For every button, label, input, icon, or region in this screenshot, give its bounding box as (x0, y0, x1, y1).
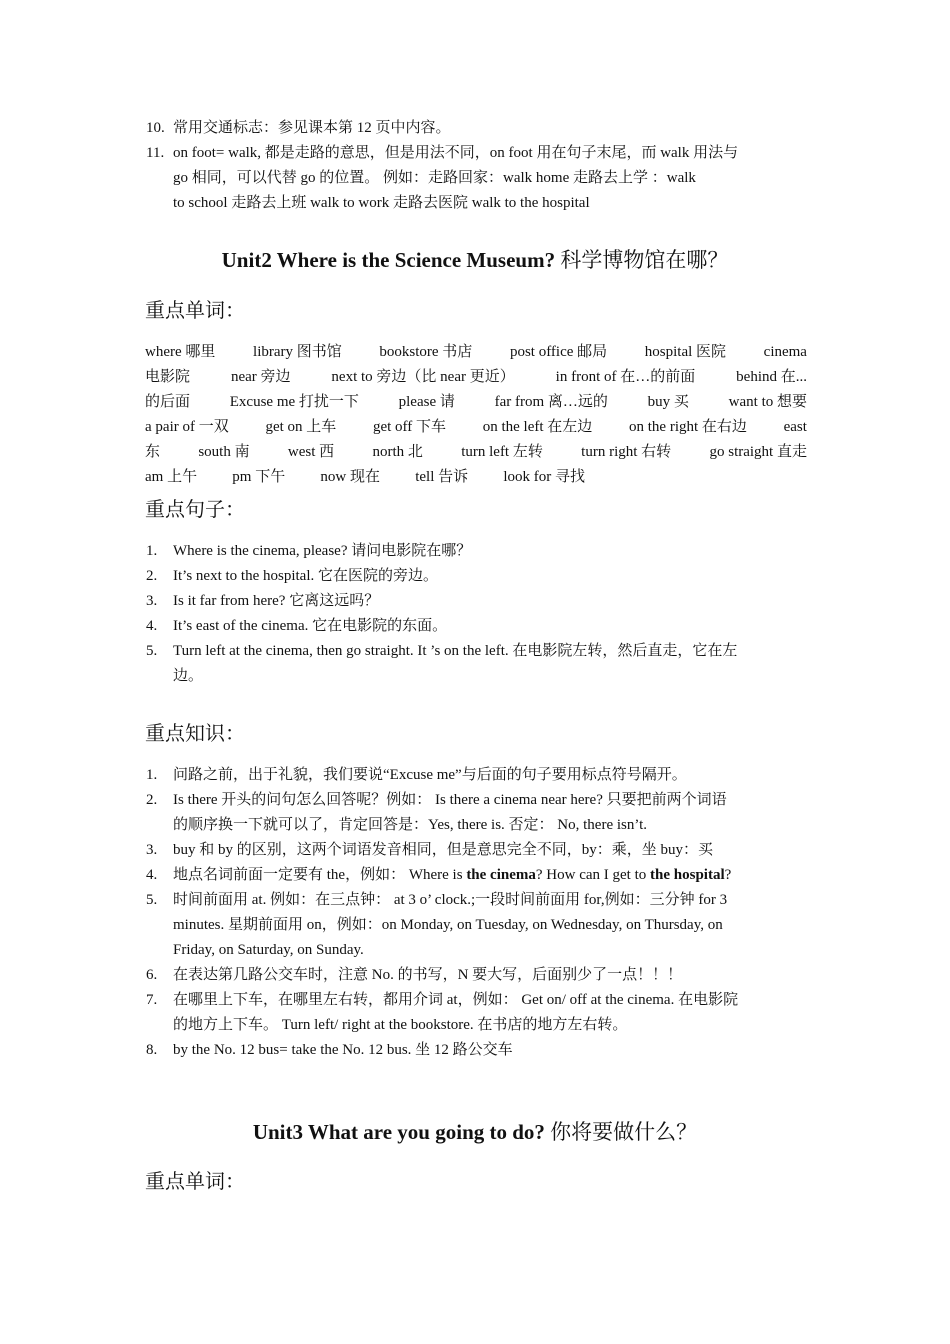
item-text: 在哪里上下车，在哪里左右转，都用介词 at，例如： Get on/ off at the cinema. 在电影院 (173, 992, 739, 1008)
item-text: minutes. 星期前面用 on，例如：on Monday, on Tuesday, on Wednesday, on Thursday, on (173, 917, 723, 933)
item-number: 3. (146, 593, 158, 609)
vocab-word: please 请 (398, 394, 455, 410)
item-text: 常用交通标志：参见课本第 12 页中内容。 (173, 120, 451, 136)
item-text: 问路之前，出于礼貌，我们要说“Excuse me”与后面的句子要用标点符号隔开。 (173, 767, 687, 783)
item-text: 边。 (173, 668, 204, 684)
item-number: 5. (146, 643, 158, 659)
vocab-word: bookstore 书店 (379, 344, 473, 360)
vocab-word: post office 邮局 (509, 344, 608, 360)
vocab-line (145, 340, 807, 365)
vocab-word: far from 离…远的 (494, 394, 608, 410)
item-number: 4. (146, 618, 158, 634)
vocab-word: next to 旁边（比 near 更近） (331, 369, 515, 385)
vocab-word: Excuse me 打扰一下 (229, 394, 359, 410)
section-heading-vocab: 重点单词： (145, 1171, 245, 1193)
vocab-word: turn left 左转 (461, 444, 543, 460)
vocab-word: 的后面 (145, 394, 191, 410)
vocab-word: hospital 医院 (644, 344, 727, 360)
item-text: go 相同，可以代替 go 的位置。 例如：走路回家：walk home 走路去上学 ：walk (173, 170, 696, 186)
vocab-word: 电影院 (145, 369, 191, 385)
vocab-word: get on 上车 (265, 419, 337, 435)
item-number: 5. (146, 892, 158, 908)
item-text: 在表达第几路公交车时，注意 No. 的书写，N 要大写，后面别少了一点！！！ (173, 967, 683, 983)
item-text: It’s east of the cinema. 它在电影院的东面。 (173, 618, 448, 634)
vocab-line (145, 390, 807, 415)
section-heading-vocab: 重点单词： (145, 300, 245, 322)
item-number: 8. (146, 1042, 158, 1058)
item-text: Turn left at the cinema, then go straight. It ’s on the left. 在电影院左转，然后直走，它在左 (173, 643, 738, 659)
vocab-word: pm 下午 (232, 469, 286, 485)
item-text: to school 走路去上班 walk to work 走路去医院 walk to the hospital (173, 195, 590, 211)
vocab-word: get off 下车 (372, 419, 447, 435)
vocab-word: north 北 (372, 444, 423, 460)
vocab-word: buy 买 (647, 394, 689, 410)
unit-title-en: Unit2 Where is the Science Museum? (221, 248, 556, 272)
vocab-word: tell 告诉 (415, 469, 469, 485)
unit-title (0, 245, 950, 275)
item-text: Friday, on Saturday, on Sunday. (173, 942, 364, 958)
vocab-word: behind 在... (736, 369, 807, 385)
unit-title (0, 1117, 950, 1147)
item-text: on foot= walk, 都是走路的意思，但是用法不同，on foot 用在句子末尾，而 walk 用法与 (173, 145, 739, 161)
vocab-word: on the left 在左边 (482, 419, 593, 435)
section-heading-sentences: 重点句子： (145, 499, 245, 521)
section-heading-knowledge: 重点知识： (145, 723, 245, 745)
item-text: buy 和 by 的区别，这两个词语发音相同，但是意思完全不同，by：乘，坐 buy：买 (173, 842, 714, 858)
unit-title-en: Unit3 What are you going to do? (252, 1120, 545, 1144)
vocab-word: cinema (763, 344, 807, 360)
item-number: 4. (146, 867, 158, 883)
item-number: 3. (146, 842, 158, 858)
vocab-word: library 图书馆 (253, 344, 342, 360)
vocab-word: where 哪里 (145, 344, 216, 360)
vocab-word: south 南 (198, 444, 250, 460)
item-number: 1. (146, 543, 158, 559)
item-number: 2. (146, 792, 158, 808)
vocab-word: on the right 在右边 (629, 419, 747, 435)
item-text: 时间前面用 at. 例如：在三点钟： at 3 o’ clock.;一段时间前面用 for,例如：三分钟 for 3 (173, 892, 728, 908)
vocab-word: am 上午 (145, 469, 198, 485)
unit-title-cn: 科学博物馆在哪？ (560, 248, 729, 272)
unit-title-cn: 你将要做什么？ (550, 1120, 698, 1144)
item-text: It’s next to the hospital. 它在医院的旁边。 (173, 568, 438, 584)
vocab-word: a pair of 一双 (145, 419, 229, 435)
item-number: 10. (146, 120, 165, 136)
vocab-word: go straight 直走 (709, 444, 807, 460)
vocab-line (145, 465, 585, 490)
vocab-word: want to 想要 (728, 394, 807, 410)
bold-term: the cinema (466, 867, 536, 883)
item-number: 6. (146, 967, 158, 983)
item-text: Is there 开头的问句怎么回答呢？例如： Is there a cinema near here? 只要把前两个词语 (173, 792, 727, 808)
item-text: 的地方上下车。 Turn left/ right at the bookstore. 在书店的地方左右转。 (173, 1017, 628, 1033)
item-text: Where is the cinema, please? 请问电影院在哪？ (173, 543, 472, 559)
vocab-line (145, 440, 807, 465)
vocab-line (145, 415, 807, 440)
item-text: 地点名词前面一定要有 the，例如： Where is the cinema? How can I get to the hospital? (173, 867, 732, 883)
item-text: by the No. 12 bus= take the No. 12 bus. 坐 12 路公交车 (173, 1042, 513, 1058)
item-text: 的顺序换一下就可以了，肯定回答是：Yes, there is. 否定： No, there isn’t. (173, 817, 648, 833)
vocab-line (145, 365, 807, 390)
vocab-word: west 西 (287, 444, 335, 460)
vocab-word: in front of 在…的前面 (555, 369, 696, 385)
vocab-word: 东 (145, 444, 161, 460)
vocab-word: now 现在 (320, 469, 380, 485)
item-number: 2. (146, 568, 158, 584)
vocab-word: turn right 右转 (581, 444, 672, 460)
item-number: 7. (146, 992, 158, 1008)
item-number: 11. (146, 145, 165, 161)
vocab-word: look for 寻找 (503, 469, 585, 485)
item-text: Is it far from here? 它离这远吗？ (173, 593, 380, 609)
vocab-word: east (783, 419, 807, 435)
bold-term: the hospital (650, 867, 725, 883)
item-number: 1. (146, 767, 158, 783)
vocab-word: near 旁边 (230, 369, 291, 385)
